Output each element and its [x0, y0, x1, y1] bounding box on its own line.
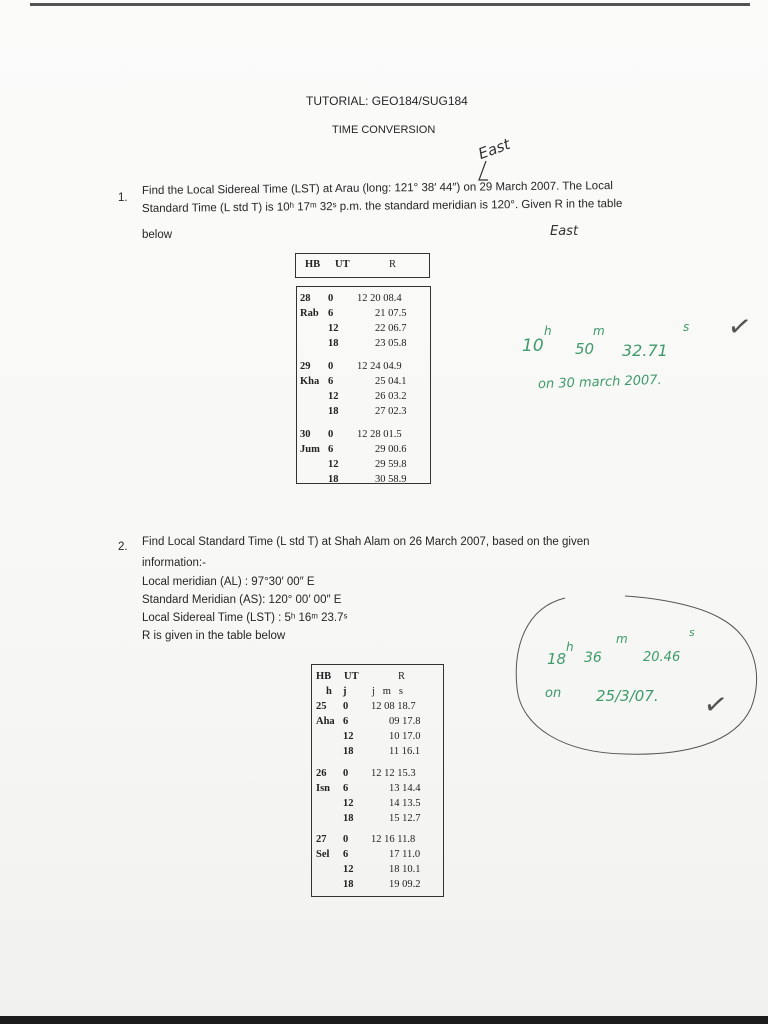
- question-2-number: 2.: [118, 541, 128, 553]
- q1-answer-hours-sup: h: [544, 324, 552, 338]
- q2-g1-r1-ut: 0: [343, 701, 349, 712]
- q2-g1-r4-ut: 18: [343, 746, 354, 757]
- q1-answer-date: on 30 march 2007.: [537, 372, 662, 393]
- q2-answer-minutes-sup: m: [616, 632, 628, 646]
- q1-g2-month: Kha: [300, 376, 320, 387]
- q1-g1-r1-r: 12 20 08.4: [357, 293, 402, 304]
- q2-subheader-r: j m s: [372, 686, 403, 697]
- q1-g3-r3-ut: 12: [328, 459, 339, 470]
- q2-header-hb: HB: [316, 671, 332, 682]
- question-2-line-6: R is given in the table below: [142, 630, 286, 642]
- q2-answer-seconds-sup: s: [689, 626, 695, 639]
- q1-g2-r1-ut: 0: [328, 361, 334, 372]
- q2-g1-r3-r: 10 17.0: [389, 731, 421, 742]
- q2-g3-r2-r: 17 11.0: [389, 849, 421, 860]
- q2-g3-r1-ut: 0: [343, 834, 349, 845]
- q2-g1-r4-r: 11 16.1: [389, 746, 421, 757]
- q2-answer-hours: 18: [547, 650, 567, 668]
- q1-g2-r2-ut: 6: [328, 376, 334, 387]
- q1-g3-r4-r: 30 58.9: [375, 474, 407, 485]
- q2-answer-seconds: 20.46: [643, 650, 681, 665]
- q2-g3-r1-r: 12 16 11.8: [371, 834, 416, 845]
- q1-g3-r3-r: 29 59.8: [375, 459, 407, 470]
- q2-answer-date: 25/3/07.: [596, 687, 659, 705]
- bottom-edge-shadow: [0, 1016, 768, 1024]
- q1-g2-r4-r: 27 02.3: [375, 406, 407, 417]
- q2-g3-r4-ut: 18: [343, 879, 354, 890]
- q1-g3-r1-ut: 0: [328, 429, 334, 440]
- q2-answer-hours-sup: h: [566, 640, 574, 654]
- q1-answer-seconds-sup: s: [683, 320, 690, 334]
- q1-g2-r2-r: 25 04.1: [375, 376, 407, 387]
- q1-answer-seconds: 32.71: [622, 341, 668, 360]
- q1-g1-r2-ut: 6: [328, 308, 334, 319]
- q1-answer-minutes-sup: m: [593, 324, 605, 338]
- page-title: TUTORIAL: GEO184/SUG184: [306, 94, 468, 108]
- q1-g2-r3-ut: 12: [328, 391, 339, 402]
- q1-g3-r4-ut: 18: [328, 474, 339, 485]
- q1-g1-r3-r: 22 06.7: [375, 323, 407, 334]
- q2-check-mark-icon: ✓: [701, 686, 731, 723]
- q2-g2-r1-r: 12 12 15.3: [371, 768, 416, 779]
- q2-g1-month: Aha: [316, 716, 335, 727]
- q2-table-box: [311, 664, 444, 897]
- question-2-line-1: Find Local Standard Time (L std T) at Shah Alam on 26 March 2007, based on the given: [142, 536, 590, 548]
- question-2-line-2: information:-: [142, 557, 206, 569]
- q1-g1-r2-r: 21 07.5: [375, 308, 407, 319]
- q1-g2-r1-r: 12 24 04.9: [357, 361, 402, 372]
- handwritten-east-q1: East: [550, 224, 579, 239]
- q2-g3-month: Sel: [316, 849, 330, 860]
- q1-g1-r4-r: 23 05.8: [375, 338, 407, 349]
- q2-answer-circle-icon: [505, 578, 765, 768]
- q1-header-ut: UT: [335, 259, 350, 270]
- q1-g3-day: 30: [300, 429, 311, 440]
- q1-g1-day: 28: [300, 293, 311, 304]
- q1-g3-r2-r: 29 00.6: [375, 444, 407, 455]
- handwritten-east-top: East: [475, 135, 513, 163]
- q2-g2-day: 26: [316, 768, 327, 779]
- question-2-line-3: Local meridian (AL) : 97°30′ 00″ E: [142, 576, 315, 588]
- q2-g2-r4-r: 15 12.7: [389, 813, 421, 824]
- question-2-line-5: Local Sidereal Time (LST) : 5ʰ 16ᵐ 23.7ˢ: [142, 612, 348, 624]
- q1-g1-month: Rab: [300, 308, 319, 319]
- q2-header-ut: UT: [344, 671, 359, 682]
- q2-header-r: R: [398, 671, 406, 682]
- q1-answer-hours: 10: [522, 336, 544, 356]
- question-1-line-2: Standard Time (L std T) is 10ʰ 17ᵐ 32ˢ p.m. the standard meridian is 120°. Given R in the table: [141, 197, 623, 215]
- q1-g3-r2-ut: 6: [328, 444, 334, 455]
- question-1-line-3: below: [142, 229, 173, 241]
- q2-g1-r2-r: 09 17.8: [389, 716, 421, 727]
- q2-g3-r2-ut: 6: [343, 849, 349, 860]
- q2-g2-r4-ut: 18: [343, 813, 354, 824]
- q1-answer-minutes: 50: [575, 340, 595, 358]
- east-pointer-icon: [476, 160, 490, 182]
- q1-g2-r4-ut: 18: [328, 406, 339, 417]
- q2-answer-minutes: 36: [584, 650, 602, 666]
- q1-g3-month: Jum: [300, 444, 320, 455]
- q2-g2-r3-ut: 12: [343, 798, 354, 809]
- q2-g2-month: Isn: [316, 783, 331, 794]
- q2-g2-r1-ut: 0: [343, 768, 349, 779]
- q2-subheader-hb: h: [326, 686, 332, 697]
- q1-check-mark-icon: ✓: [725, 308, 755, 345]
- q2-g3-r4-r: 19 09.2: [389, 879, 421, 890]
- q2-g1-day: 25: [316, 701, 327, 712]
- q1-g2-r3-r: 26 03.2: [375, 391, 407, 402]
- q1-header-hb: HB: [305, 259, 321, 270]
- q1-g1-r1-ut: 0: [328, 293, 334, 304]
- q2-answer-date-prefix: on: [545, 686, 562, 701]
- q2-g3-day: 27: [316, 834, 327, 845]
- q2-g1-r1-r: 12 08 18.7: [371, 701, 416, 712]
- q2-g2-r2-ut: 6: [343, 783, 349, 794]
- q2-g1-r2-ut: 6: [343, 716, 349, 727]
- q2-g2-r2-r: 13 14.4: [389, 783, 421, 794]
- q2-g3-r3-ut: 12: [343, 864, 354, 875]
- q2-g1-r3-ut: 12: [343, 731, 354, 742]
- q1-g1-r3-ut: 12: [328, 323, 339, 334]
- q2-subheader-ut: j: [343, 686, 347, 697]
- question-1-number: 1.: [118, 192, 128, 204]
- question-1-line-1: Find the Local Sidereal Time (LST) at Arau (long: 121° 38′ 44″) on 29 March 2007. The Local: [141, 180, 613, 197]
- q1-g3-r1-r: 12 28 01.5: [357, 429, 402, 440]
- q2-g3-r3-r: 18 10.1: [389, 864, 421, 875]
- page-subtitle: TIME CONVERSION: [332, 124, 436, 136]
- question-2-line-4: Standard Meridian (AS): 120° 00′ 00″ E: [142, 594, 342, 606]
- q1-g2-day: 29: [300, 361, 311, 372]
- q2-g2-r3-r: 14 13.5: [389, 798, 421, 809]
- q1-g1-r4-ut: 18: [328, 338, 339, 349]
- top-edge-line: [30, 3, 750, 6]
- q1-header-r: R: [389, 259, 397, 270]
